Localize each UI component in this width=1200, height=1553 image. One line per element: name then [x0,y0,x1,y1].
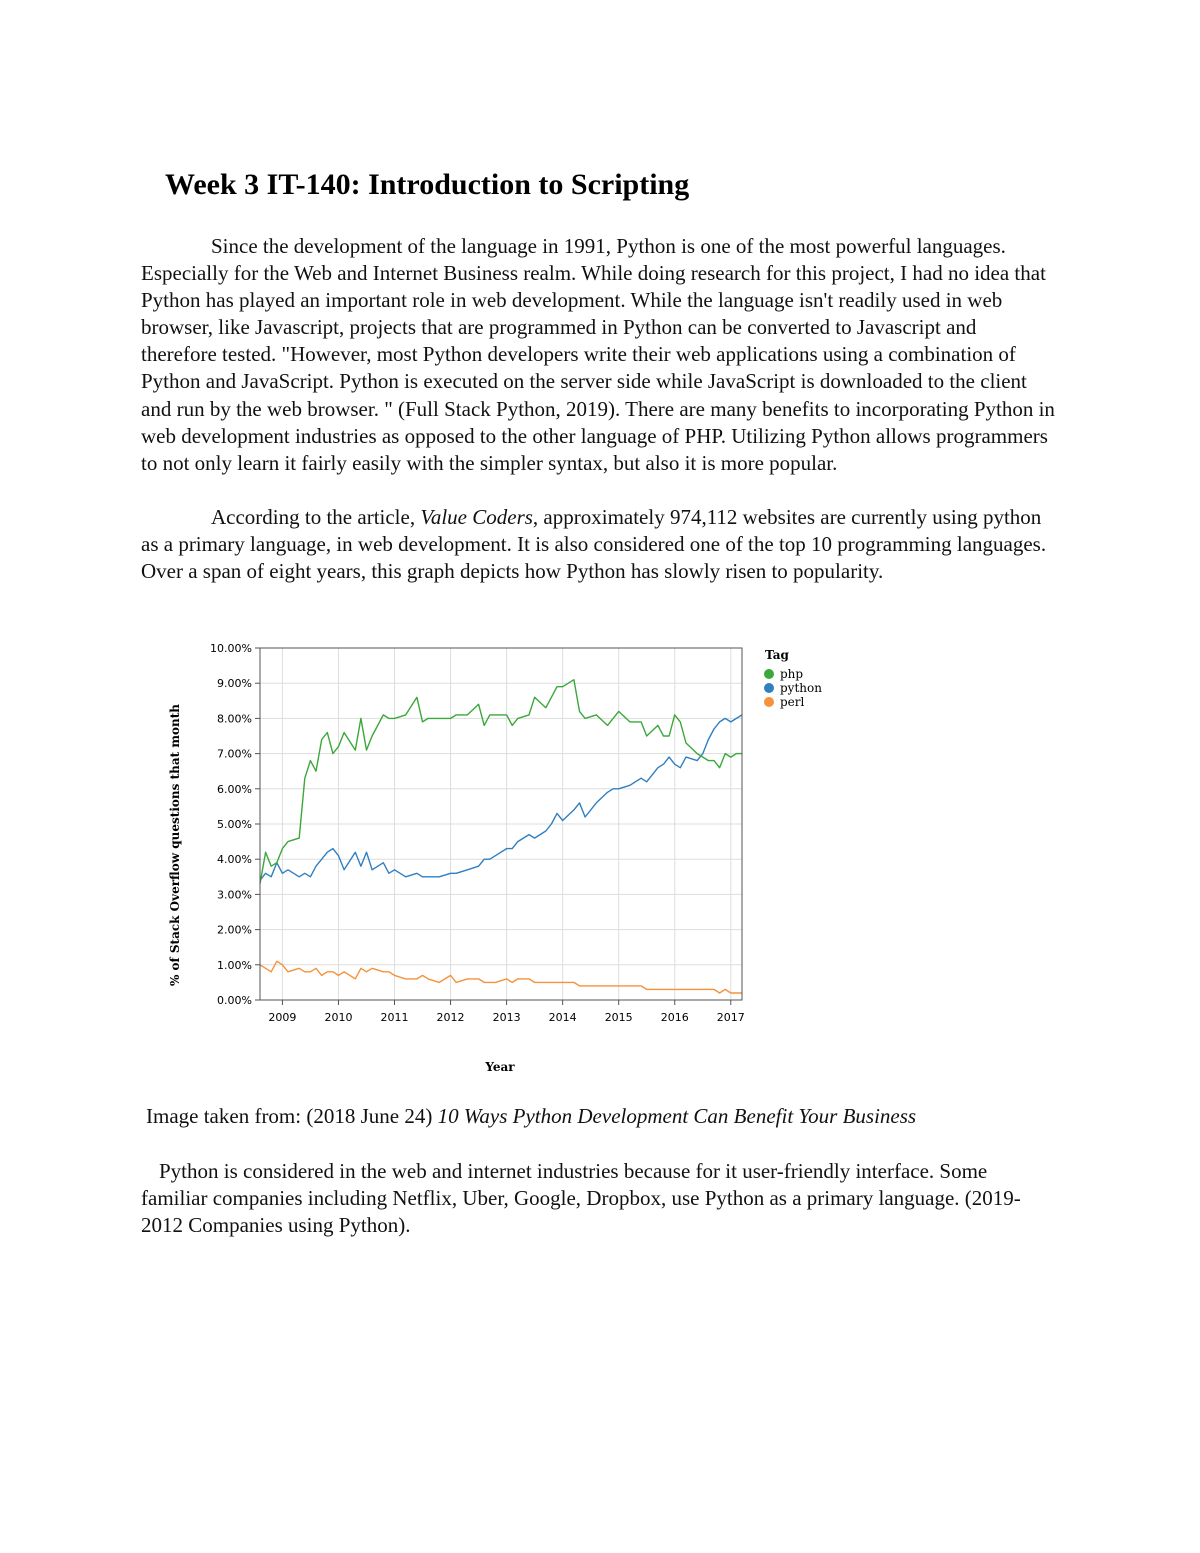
x-tick-label: 2010 [324,1011,353,1024]
x-axis-title: Year [485,1060,515,1074]
x-tick-label: 2011 [380,1011,409,1024]
chart-series [260,680,742,993]
legend-label-php: php [780,667,804,681]
document-title: Week 3 IT-140: Introduction to Scripting [165,168,690,201]
chart-container [160,630,860,1080]
y-tick-label: 5.00% [217,818,252,831]
caption-prefix: Image taken from: (2018 June 24) [146,1104,438,1128]
y-tick-label: 2.00% [217,923,252,937]
x-tick-label: 2013 [492,1011,521,1024]
chart-axes [210,642,745,1024]
legend-swatch-php [764,669,774,679]
paragraph-value-coders [141,504,1056,585]
series-line-php [260,680,742,884]
x-tick-label: 2009 [268,1011,297,1024]
y-tick-label: 7.00% [217,747,252,761]
x-tick-label: 2012 [436,1011,465,1024]
x-tick-label: 2015 [604,1011,633,1024]
y-tick-label: 0.00% [217,994,252,1007]
paragraph-value-coders-text: , approximately 974,112 websites are currently using python as a primary language, in web development. It is also considered one of the top 10 programming languages. Over a span of eight years, this graph depicts how Python has slowly risen to popularity. [141,505,1047,584]
y-tick-label: 6.00% [217,782,252,796]
paragraph-companies-text: Python is considered in the web and internet industries because for it user-friendly interface. Some familiar companies including Netflix, Uber, Google, Dropbox, use Python as a primary language. (2019-2012 Companies using Python). [141,1159,1021,1238]
y-axis-title: % of Stack Overflow questions that month [168,703,182,987]
x-tick-label: 2014 [548,1011,577,1024]
series-line-perl [260,961,742,993]
legend-label-perl: perl [780,695,805,709]
y-tick-label: 9.00% [217,677,252,691]
legend-title: Tag [765,648,789,662]
image-caption [146,1104,916,1129]
y-tick-label: 4.00% [217,853,252,867]
line-chart [160,630,860,1080]
x-tick-label: 2017 [716,1011,745,1024]
paragraph-companies [141,1158,1056,1239]
series-line-python [260,715,742,880]
chart-grid [260,648,742,1000]
y-tick-label: 8.00% [217,712,252,726]
y-tick-label: 10.00% [210,642,252,655]
article-name: Value Coders [420,505,533,529]
paragraph-value-coders-lead: According to the article, [211,505,421,529]
legend-swatch-python [764,683,774,693]
x-tick-label: 2016 [660,1011,689,1024]
paragraph-intro-text: Since the development of the language in 1991, Python is one of the most powerful languages. Especially for the Web and Internet Business realm. While doing research for this project, I had no idea that Python has played an important role in web development. While the language isn't readily used in web browser, like Javascript, projects that are programmed in Python can be converted to Javascript and therefore tested. "However, most Python developers write their web applications using a combination of Python and JavaScript. Python is executed on the server side while JavaScript is downloaded to the client and run by the web browser. " (Full Stack Python, 2019). There are many benefits to incorporating Python in web development industries as opposed to the other language of PHP. Utilizing Python allows programmers to not only learn it fairly easily with the simpler syntax, but also it is more popular. [141,234,1055,475]
y-tick-label: 3.00% [217,888,252,902]
paragraph-intro [141,233,1056,477]
legend-label-python: python [780,681,822,695]
caption-source-title: 10 Ways Python Development Can Benefit Your Business [437,1104,917,1128]
legend-swatch-perl [764,697,774,707]
chart-legend [764,667,822,709]
y-tick-label: 1.00% [217,958,252,972]
